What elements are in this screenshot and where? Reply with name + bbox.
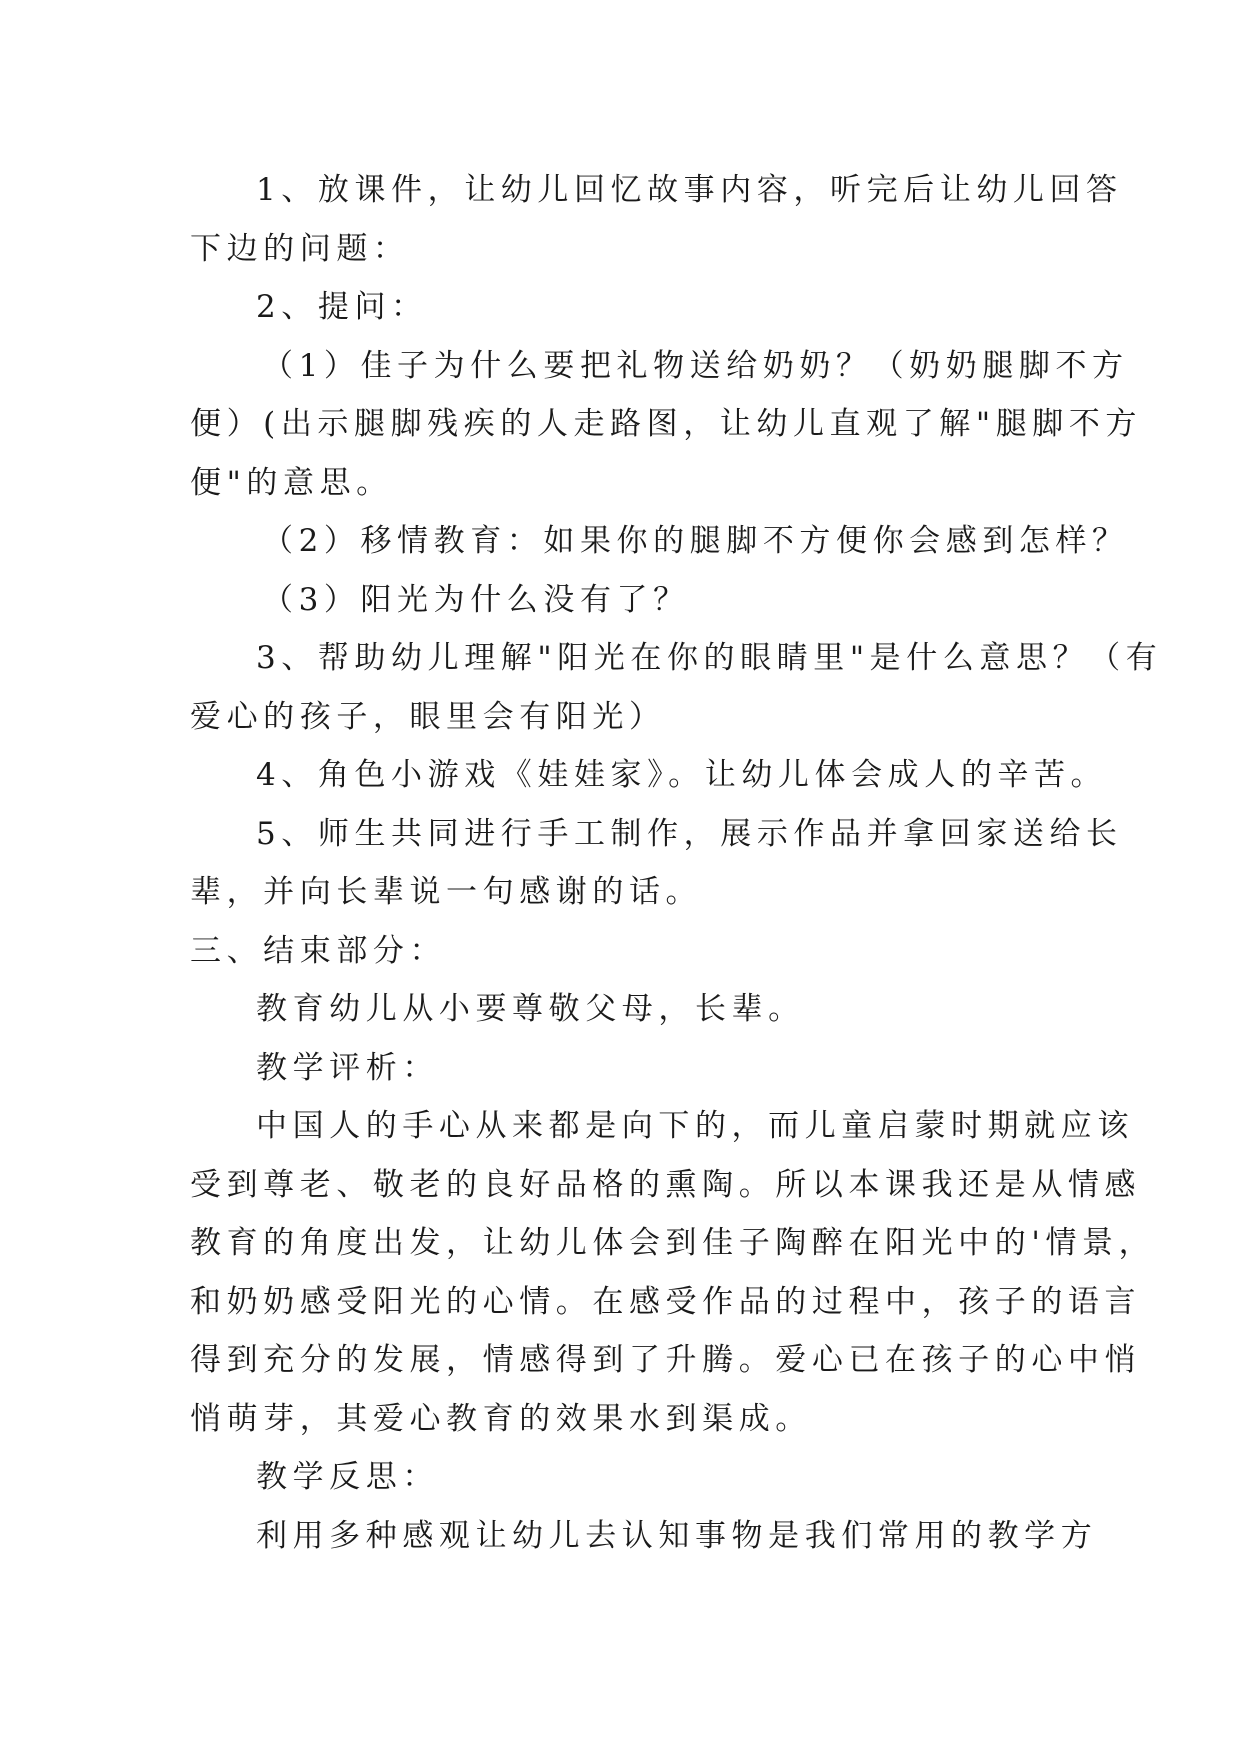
text-line: 4、角色小游戏《娃娃家》。让幼儿体会成人的辛苦。 [256, 757, 1108, 793]
text-line: 辈，并向长辈说一句感谢的话。 [190, 874, 703, 910]
text-line: 2、提问： [256, 289, 428, 325]
text-line: 中国人的手心从来都是向下的，而儿童启蒙时期就应该 [256, 1108, 1134, 1144]
subsection-heading: 教学反思： [256, 1459, 439, 1495]
text-line: 教育幼儿从小要尊敬父母，长辈。 [256, 991, 805, 1027]
text-line: （1）佳子为什么要把礼物送给奶奶？（奶奶腿脚不方 [262, 347, 1129, 384]
text-line: （3）阳光为什么没有了？ [262, 581, 690, 618]
text-line: 利用多种感观让幼儿去认知事物是我们常用的教学方 [256, 1517, 1098, 1554]
text-line: 下边的问题： [190, 230, 410, 267]
text-line: 便）(出示腿脚残疾的人走路图，让幼儿直观了解"腿脚不方 [190, 406, 1143, 442]
text-line: 和奶奶感受阳光的心情。在感受作品的过程中，孩子的语言 [190, 1283, 1142, 1320]
document-body [190, 161, 1163, 1565]
section-heading: 三、结束部分： [190, 932, 447, 969]
text-line: 3、帮助幼儿理解"阳光在你的眼睛里"是什么意思？（有 [256, 640, 1163, 676]
text-line: 爱心的孩子，眼里会有阳光） [190, 698, 666, 735]
text-line: 受到尊老、敬老的良好品格的熏陶。所以本课我还是从情感 [190, 1166, 1142, 1203]
text-line: 便"的意思。 [190, 464, 393, 501]
text-line: （2）移情教育：如果你的腿脚不方便你会感到怎样？ [262, 523, 1129, 559]
text-line: 5、师生共同进行手工制作，展示作品并拿回家送给长 [256, 815, 1123, 852]
subsection-heading: 教学评析： [256, 1049, 439, 1086]
text-line: 1、放课件，让幼儿回忆故事内容，听完后让幼儿回答 [256, 172, 1123, 208]
text-line: 教育的角度出发，让幼儿体会到佳子陶醉在阳光中的'情景， [190, 1225, 1156, 1261]
text-line: 得到充分的发展，情感得到了升腾。爱心已在孩子的心中悄 [190, 1342, 1142, 1378]
text-line: 悄萌芽，其爱心教育的效果水到渠成。 [190, 1400, 812, 1437]
